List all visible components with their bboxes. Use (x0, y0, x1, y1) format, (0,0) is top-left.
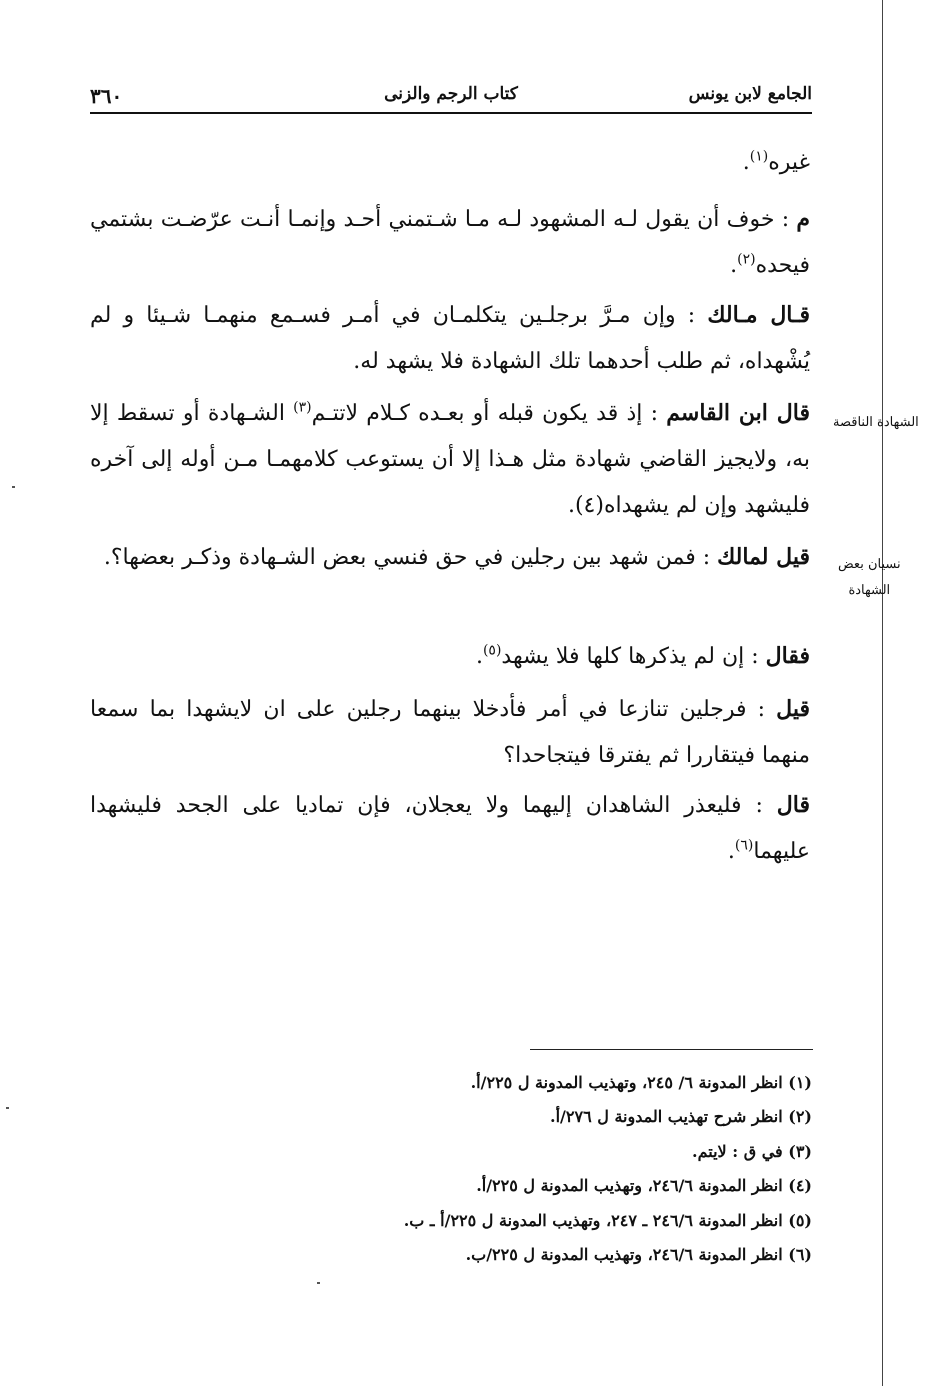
paragraph-lead: فقال (765, 643, 810, 669)
margin-note-text: الشهادة الناقصة (833, 415, 919, 430)
paragraph-text: : إذ قد يكون قبله أو بعـده كـلام لاتتـم (311, 401, 667, 426)
margin-note-line-2: الشهادة (848, 583, 891, 598)
page-header (90, 84, 812, 112)
footnote-3: (٣) في ق : لايتم. (692, 1141, 812, 1161)
paragraph-8 (90, 782, 810, 875)
footnote-ref[interactable]: (٦) (734, 837, 754, 854)
paragraph-lead: قـال مـالك (707, 302, 810, 328)
header-book-title: الجامع لابن يونس (688, 84, 812, 104)
paragraph-text: : فمن شهد بين رجلين في حق فنسي بعض الشـهادة وذكـر بعضها؟. (103, 545, 718, 570)
header-rule (90, 112, 812, 114)
paragraph-lead: قال (776, 792, 810, 818)
scan-speck (12, 486, 15, 488)
footnotes (90, 1066, 812, 1272)
paragraph-5 (90, 534, 810, 581)
paragraph-text: : فليعذر الشاهدان إليهما ولا يعجلان، فإن تماديا على الجحد فليشهدا عليهما (90, 793, 810, 864)
footnote-ref[interactable]: (٥) (482, 642, 502, 659)
paragraph-text: : خوف أن يقول لـه المشهود لـه مـا شـتمني أحـد وإنمـا أنـت عرّضـت بشتمي فيحده (90, 207, 810, 278)
margin-note-incomplete-testimony (833, 410, 919, 436)
footnote-5: (٥) انظر المدونة ٢٤٦/٦ ـ ٢٤٧، وتهذيب المدونة ل ٢٢٥/أ ـ ب. (403, 1210, 812, 1230)
paragraph-3 (90, 292, 810, 385)
footnote-4: (٤) انظر المدونة ٢٤٦/٦، وتهذيب المدونة ل ٢٢٥/أ. (476, 1176, 812, 1196)
margin-vertical-rule (882, 0, 883, 1386)
page-number: ٣٦٠ (90, 84, 123, 108)
paragraph-6 (90, 633, 810, 680)
footnote-1: (١) انظر المدونة ٦/ ٢٤٥، وتهذيب المدونة ل ٢٢٥/أ. (470, 1073, 812, 1092)
footnote-2: (٢) انظر شرح تهذيب المدونة ل ٢٧٦/أ. (550, 1107, 812, 1127)
scan-speck (317, 1282, 320, 1284)
paragraph-text: : إن لم يذكرها كلها فلا يشهد (501, 644, 766, 669)
margin-note-forgetting-testimony (838, 552, 901, 604)
paragraph-lead: قال ابن القاسم (666, 400, 811, 426)
footnote-ref[interactable]: (٣) (293, 399, 312, 416)
margin-note-line-1: نسيان بعض (838, 557, 901, 572)
paragraph-lead: قيل (776, 696, 810, 722)
paragraph-lead: م (796, 206, 810, 232)
paragraph-2 (90, 196, 810, 289)
paragraph-4 (90, 390, 810, 529)
paragraph-tail: . (727, 839, 735, 864)
paragraph-text: غيره (768, 150, 810, 175)
scan-speck (6, 1107, 9, 1109)
paragraph-text: : وإن مـرَّ برجلـين يتكلمـان في أمـر فسـمع منهمـا شـيئا و لم يُشْهداه، ثم طلب أحدهما تلك الشهادة فلا يشهد له. (90, 303, 810, 374)
footnote-ref[interactable]: (١) (749, 148, 769, 165)
paragraph-tail: . (742, 150, 750, 175)
header-chapter-title: كتاب الرجم والزنى (384, 84, 518, 104)
paragraph-tail: . (730, 253, 738, 278)
paragraph-tail: . (475, 644, 483, 669)
paragraph-tail: الشـهادة أو تسقط إلا به، ولايجيز القاضي شهادة مثل هـذا إلا أن يستوعب كلامهمـا مـن أوله إلى آخره فليشهد وإن لم يشهداه(٤). (90, 401, 810, 518)
paragraph-7 (90, 686, 810, 779)
footnote-6: (٦) انظر المدونة ٢٤٦/٦، وتهذيب المدونة ل ٢٢٥/ب. (465, 1245, 812, 1265)
footnote-ref[interactable]: (٢) (737, 251, 756, 268)
paragraph-lead: قيل لمالك (717, 544, 810, 570)
footnote-separator (530, 1049, 813, 1050)
paragraph-1 (90, 140, 810, 186)
paragraph-text: : فرجلين تنازعا في أمر فأدخلا بينهما رجلين على ان لايشهدا بما سمعا منهما فيتقاررا ثم يفترقا فيتجاحدا؟ (90, 697, 810, 768)
